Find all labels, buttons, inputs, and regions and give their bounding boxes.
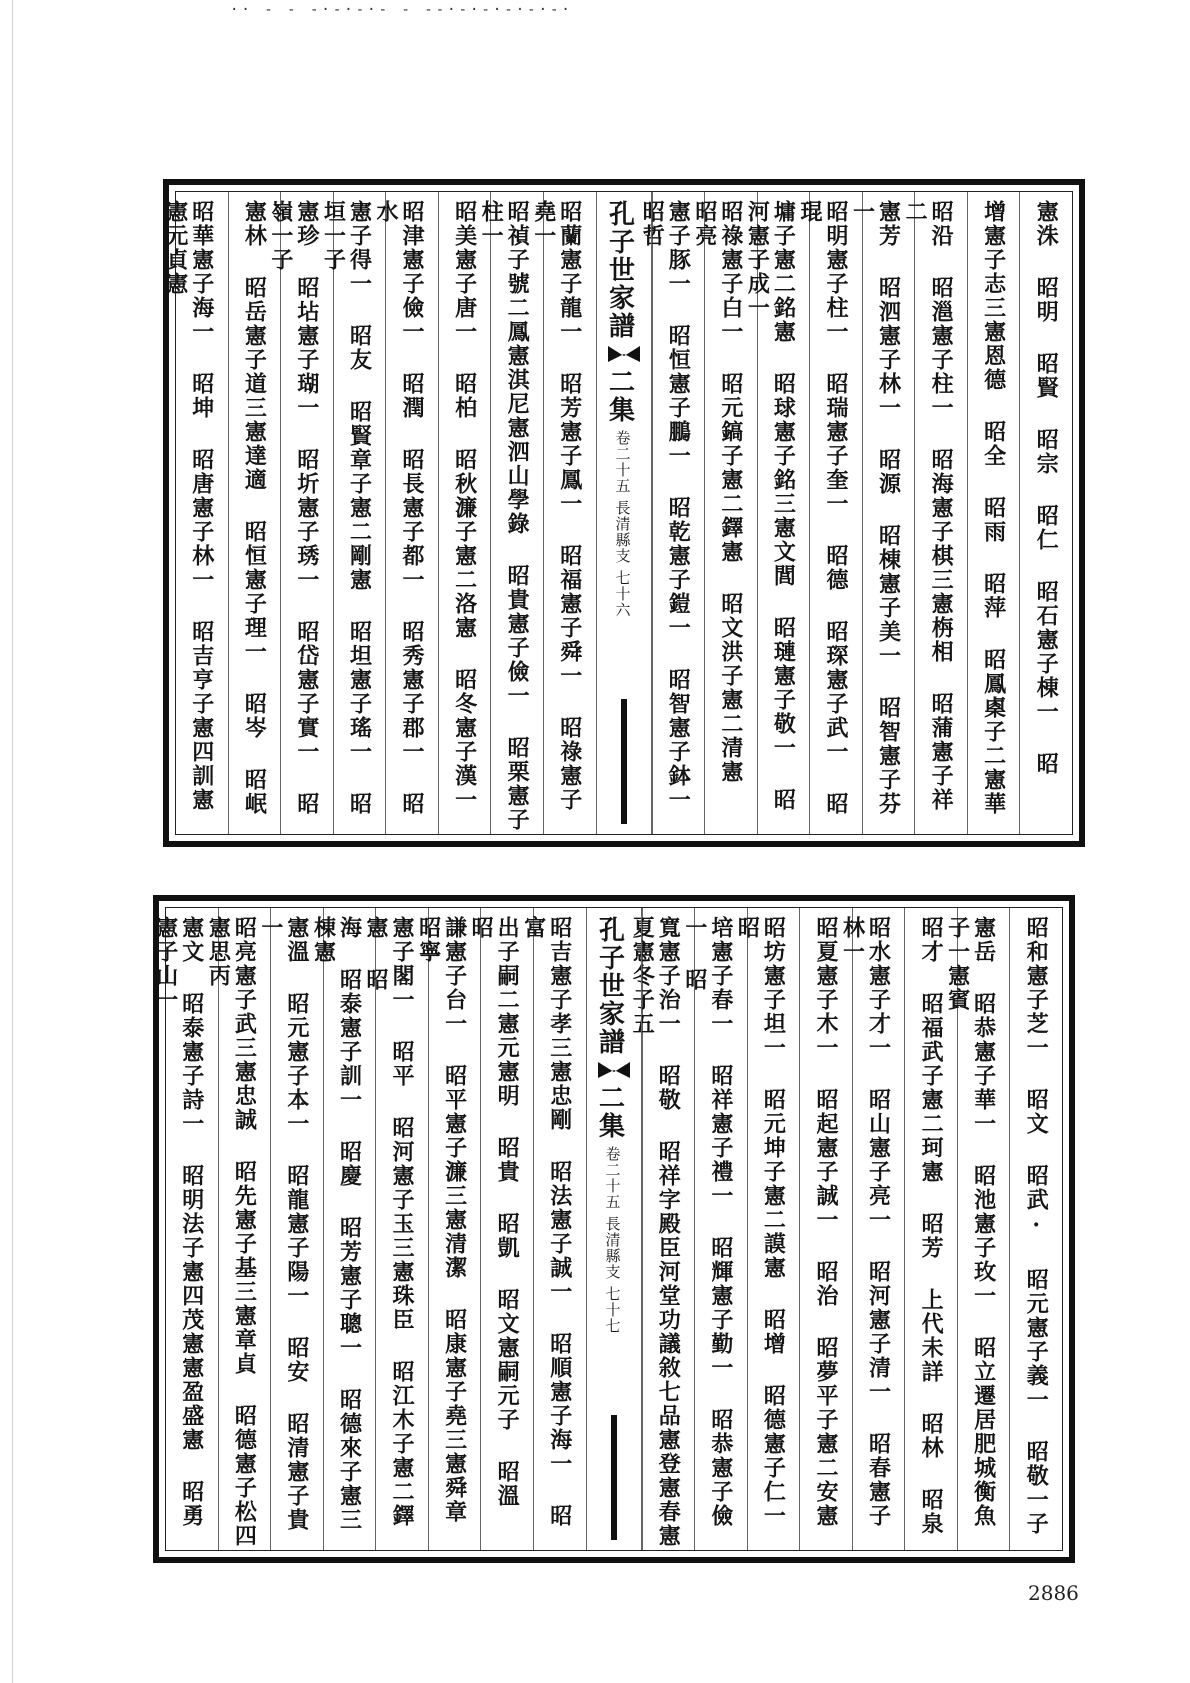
panel-inner-frame <box>162 191 1073 840</box>
text-column <box>1019 192 1072 834</box>
column-text: 憲子閣一 昭平 昭河憲子玉三憲珠臣 昭江木子憲二鐸憲 昭 <box>363 916 416 1528</box>
column-text: 寬憲子治一 昭敬 昭祥字殿臣河堂功議敘七品憲登憲春憲夏憲冬子五 <box>629 916 682 1548</box>
text-column <box>967 192 1020 834</box>
text-column <box>639 192 705 840</box>
spine-title: 孔子世家譜 <box>594 916 625 1056</box>
column-text: 昭美憲子唐一 昭柏 昭秋濂子憲二洛憲 昭冬憲子漢一 <box>451 200 478 812</box>
text-column <box>681 908 747 1550</box>
text-column <box>691 192 757 834</box>
spine-volume: 卷二十五 <box>603 1146 622 1210</box>
column-text: 昭沿 昭㴩憲子柱一 昭海憲子棋三憲栴相 昭蒲憲子祥二 <box>902 200 955 812</box>
text-column <box>363 908 428 1550</box>
column-text: 憲岳 昭恭憲子華一 昭池憲子玫一 昭立遷居肥城衡魚子一憲賓 <box>944 916 997 1528</box>
page-edge-line <box>12 0 13 1683</box>
fish-tail-mark-icon <box>608 346 640 362</box>
column-text: 憲子得一 昭友 昭賢章子憲二剛憲 昭坦憲子瑤一 昭垣一子 <box>320 200 373 816</box>
column-text: 昭華憲子海一 昭坤 昭唐憲子林一 昭吉亨子憲四訓憲憲元貞憲 <box>162 200 215 812</box>
text-column <box>257 908 323 1550</box>
column-text: 憲芳 昭泗憲子林一 昭源 昭棟憲子美一 昭智憲子芬一 <box>849 200 902 816</box>
spine-bar <box>621 699 627 824</box>
spine-branch: 長清縣支 <box>603 1216 622 1280</box>
column-text: 海 昭泰憲子訓一 昭慶 昭芳憲子聰一 昭德來子憲三棟憲 <box>310 916 363 1532</box>
text-column <box>320 192 386 834</box>
column-text: 昭禎子號二鳳憲淇尼憲泗山學錄 昭貴憲子儉一 昭栗憲子柱一 <box>478 200 531 832</box>
column-text: 憲珍 昭坫憲子瑚一 昭圻憲子琇一 昭岱憲子實一 昭嶺一子 <box>267 200 320 816</box>
text-column <box>162 192 228 834</box>
column-text: 昭才 昭福武子憲二珂憲 昭芳 上代未詳 昭林 昭泉 <box>918 916 945 1536</box>
text-column <box>438 192 491 834</box>
text-column <box>1009 908 1062 1550</box>
column-text: 昭明憲子柱一 昭瑞憲子奎一 昭德 昭琛憲子武一 昭琨 <box>796 200 849 816</box>
column-text: 昭祿憲子白一 昭元鎬子憲二鐸憲 昭文洪子憲二清憲 昭亮 <box>691 200 744 812</box>
text-column <box>839 908 905 1550</box>
column-text: 謙憲子台一 昭平憲子濂三憲清潔 昭康憲子堯三憲舜章 昭寧 <box>415 916 468 1552</box>
text-column <box>734 908 800 1556</box>
column-text: 昭亮憲子武三憲忠誠 昭先憲子基三憲章貞 昭德憲子松四憲思丙 <box>205 916 258 1548</box>
spine-folio: 七十七 <box>603 1286 622 1334</box>
text-column <box>520 908 586 1550</box>
column-text: 憲文 昭泰憲子詩一 昭明法子憲四茂憲憲盈盛憲 昭勇憲子山一 <box>152 916 205 1528</box>
column-text: 憲溫 昭元憲子本一 昭龍憲子陽一 昭安 昭清憲子貴一 <box>257 916 310 1532</box>
fish-tail-mark-icon <box>598 1062 630 1078</box>
spine-series: 二集 <box>594 1084 625 1140</box>
column-text: 培憲子春一 昭祥憲子禮一 昭輝憲子勤一 昭恭憲子儉一 昭 <box>681 916 734 1528</box>
spine-bar <box>611 1415 617 1540</box>
center-spine <box>596 192 652 834</box>
text-column <box>944 908 1010 1550</box>
spine-folio: 七十六 <box>613 570 632 618</box>
column-text: 昭水憲子才一 昭山憲子亮一 昭河憲子清一 昭春憲子林一 <box>839 916 892 1528</box>
text-column <box>267 192 333 834</box>
text-column <box>205 908 271 1550</box>
genealogy-panel-top <box>163 179 1085 847</box>
text-column <box>744 192 810 834</box>
text-column <box>468 908 533 1550</box>
page-number: 2886 <box>1028 1581 1079 1605</box>
column-text: 墉子憲二銘憲 昭球憲子銘三憲文閭 昭璉憲子敬一 昭河憲子成一 <box>744 200 797 812</box>
spine-title: 孔子世家譜 <box>604 200 635 340</box>
spine-series: 二集 <box>604 368 635 424</box>
text-column <box>799 908 852 1550</box>
text-column <box>902 192 967 834</box>
column-text: 昭津憲子儉一 昭潤 昭長憲子都一 昭秀憲子郡一 昭水 <box>373 200 426 816</box>
genealogy-panel-bottom <box>153 895 1075 1563</box>
text-column <box>530 192 596 834</box>
text-column <box>904 908 957 1550</box>
column-text: 昭蘭憲子龍一 昭芳憲子鳳一 昭福憲子舜一 昭祿憲子堯一 <box>530 200 583 812</box>
column-text: 昭夏憲子木一 昭起憲子誠一 昭治 昭夢平子憲二安憲 <box>812 916 839 1528</box>
text-column <box>152 908 218 1550</box>
column-text: 昭坊憲子坦一 昭元坤子憲二謨憲 昭增 昭德憲子仁一 昭 <box>734 916 787 1556</box>
panel-inner-frame <box>152 907 1063 1556</box>
columns-row <box>162 192 1072 840</box>
column-text: 憲洙 昭明 昭賢 昭宗 昭仁 昭石憲子棟一 昭 <box>1033 200 1060 776</box>
spine-volume: 卷二十五 <box>613 430 632 494</box>
columns-row <box>152 908 1062 1556</box>
text-column <box>796 192 862 834</box>
column-text: 憲林 昭岳憲子道三憲達適 昭恒憲子理一 昭岑 昭岷 <box>241 200 268 816</box>
text-column <box>478 192 543 834</box>
header-marks: ·· - - -·-·-·- - --·-·-·-·-·-· <box>230 2 573 18</box>
text-column <box>310 908 376 1550</box>
center-spine <box>586 908 642 1550</box>
spine-branch: 長清縣支 <box>613 500 632 564</box>
text-column <box>629 908 695 1550</box>
column-text: 昭和憲子芝一 昭文 昭武· 昭元憲子義一 昭敬一子 <box>1023 916 1050 1536</box>
column-text: 出子嗣二憲元憲明 昭貴 昭凱 昭文憲嗣元子 昭溫 昭 <box>468 916 521 1536</box>
column-text: 憲子豚一 昭恒憲子鵬一 昭乾憲子鎧一 昭智憲子鉢一 昭哲 <box>639 200 692 840</box>
column-text: 昭吉憲子孝三憲忠剛 昭法憲子誠一 昭順憲子海一 昭富 <box>520 916 573 1528</box>
text-column <box>415 908 481 1552</box>
text-column <box>373 192 438 834</box>
column-text: 增憲子志三憲恩德 昭全 昭雨 昭萍 昭鳳㮚子二憲華 <box>980 200 1007 816</box>
text-column <box>849 192 915 834</box>
text-column <box>228 192 281 834</box>
